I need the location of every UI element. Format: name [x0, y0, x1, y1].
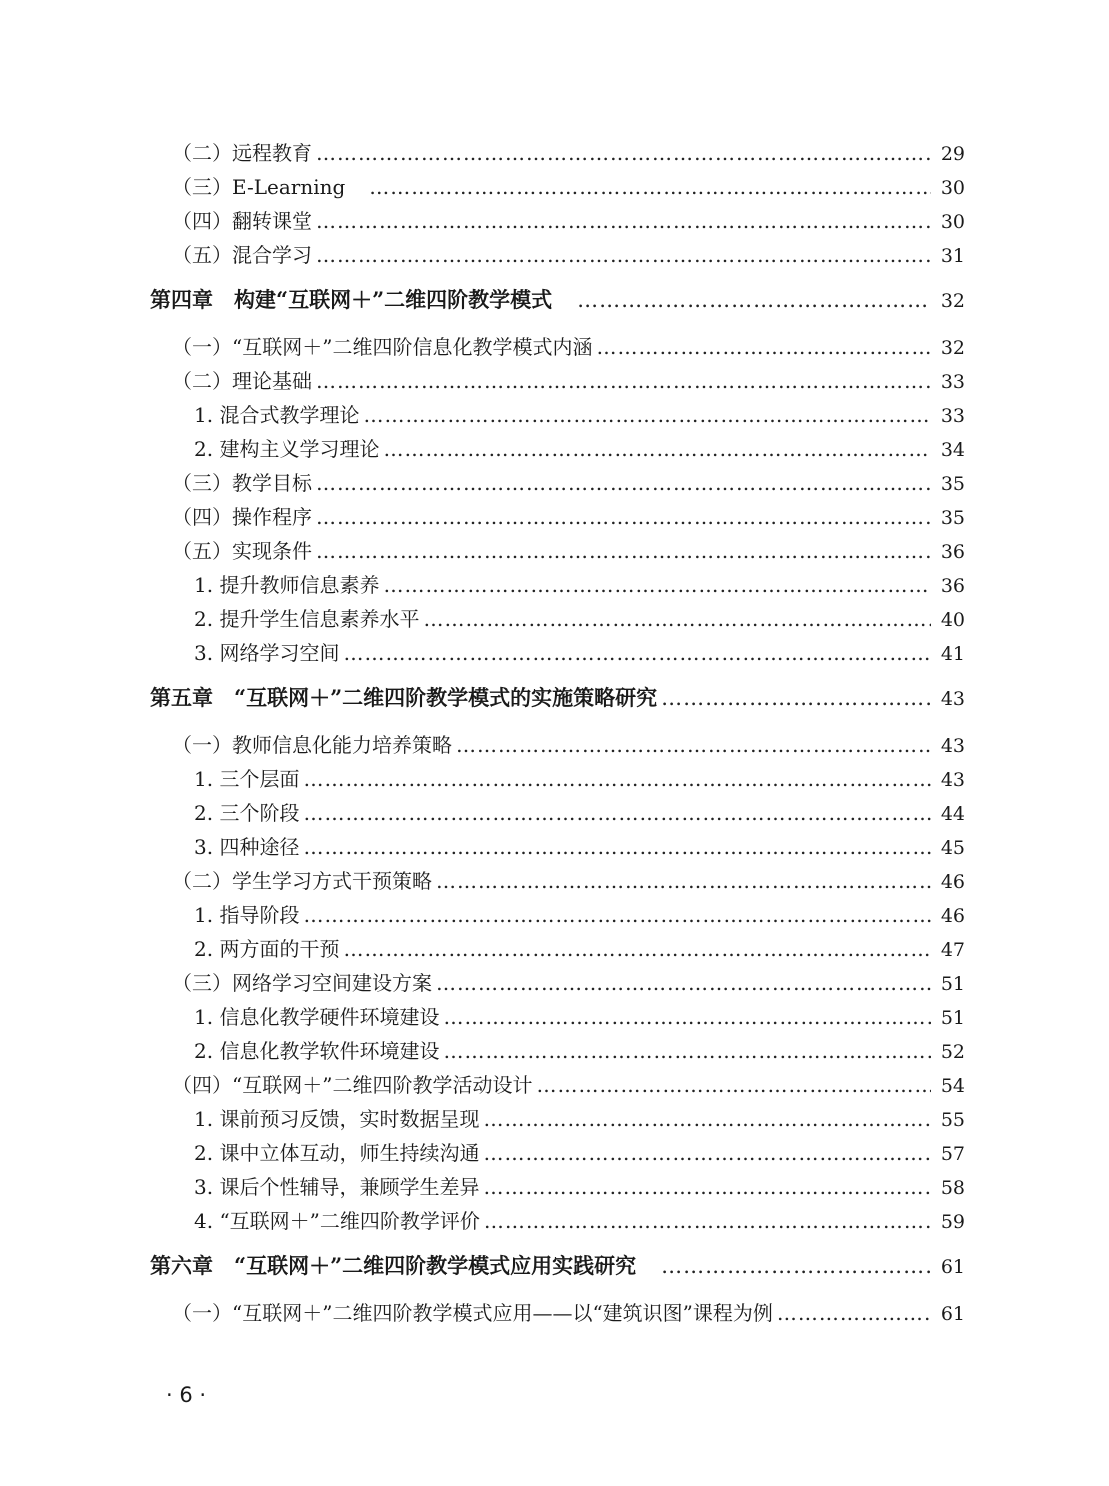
dot-leader — [369, 170, 931, 204]
toc-entry-page: 46 — [940, 905, 965, 927]
toc-entry-title: （四）翻转课堂 — [172, 209, 312, 233]
dot-leader — [483, 1102, 931, 1136]
toc-entry-page: 46 — [940, 871, 965, 893]
page-number: · 6 · — [166, 1383, 207, 1407]
toc-entry-page: 31 — [940, 245, 965, 267]
dot-leader — [363, 398, 931, 432]
toc-chapter-entry — [150, 678, 965, 718]
toc-entry-title: （二）学生学习方式干预策略 — [172, 869, 432, 893]
dot-leader — [443, 1034, 931, 1068]
toc-entry-title: （一）“互联网＋”二维四阶教学模式应用——以“建筑识图”课程为例 — [172, 1301, 773, 1325]
toc-entry-title: 1. 三个层面 — [194, 767, 300, 791]
dot-leader — [343, 932, 931, 966]
toc-entry-page: 47 — [940, 939, 965, 961]
dot-leader — [316, 364, 931, 398]
toc-subentry — [150, 762, 965, 796]
toc-entry-title: 1. 提升教师信息素养 — [194, 573, 380, 597]
toc-entry-page: 51 — [940, 973, 965, 995]
toc-entry — [150, 864, 965, 898]
dot-leader — [577, 280, 931, 320]
toc-subentry — [150, 432, 965, 466]
dot-leader — [661, 1246, 931, 1286]
toc-entry — [150, 238, 965, 272]
toc-chapter-title: 第五章 “互联网＋”二维四阶教学模式的实施策略研究 — [150, 685, 658, 710]
toc-entry-page: 43 — [940, 688, 965, 710]
dot-leader — [303, 796, 931, 830]
toc-entry-page: 44 — [940, 803, 965, 825]
toc-subentry — [150, 398, 965, 432]
toc-entry — [150, 170, 965, 204]
toc-entry-page: 51 — [940, 1007, 965, 1029]
toc-subentry — [150, 932, 965, 966]
toc-subentry — [150, 1000, 965, 1034]
toc-subentry — [150, 1170, 965, 1204]
toc-entry — [150, 1296, 965, 1330]
toc-entry-title: （五）实现条件 — [172, 539, 312, 563]
dot-leader — [303, 898, 931, 932]
toc-subentry — [150, 898, 965, 932]
toc-entry-title: 2. 信息化教学软件环境建设 — [194, 1039, 440, 1063]
toc-entry-title: （四）“互联网＋”二维四阶教学活动设计 — [172, 1073, 533, 1097]
toc-entry-page: 33 — [940, 371, 965, 393]
dot-leader — [316, 466, 931, 500]
toc-entry-page: 41 — [940, 643, 965, 665]
toc-entry-title: （三）E-Learning — [172, 175, 366, 199]
dot-leader — [316, 136, 931, 170]
toc-entry-page: 61 — [940, 1303, 965, 1325]
dot-leader — [383, 568, 931, 602]
toc-entry-page: 55 — [940, 1109, 965, 1131]
toc-subentry — [150, 830, 965, 864]
dot-leader — [303, 762, 931, 796]
dot-leader — [483, 1170, 931, 1204]
toc-entry-page: 58 — [940, 1177, 965, 1199]
toc-entry-title: 2. 提升学生信息素养水平 — [194, 607, 420, 631]
dot-leader — [536, 1068, 931, 1102]
toc-entry-page: 45 — [940, 837, 965, 859]
toc-entry — [150, 136, 965, 170]
dot-leader — [316, 534, 931, 568]
toc-entry-page: 52 — [940, 1041, 965, 1063]
toc-entry-title: 1. 课前预习反馈，实时数据呈现 — [194, 1107, 480, 1131]
toc-entry — [150, 1068, 965, 1102]
toc-entry-title: （二）理论基础 — [172, 369, 312, 393]
toc-entry-title: （二）远程教育 — [172, 141, 312, 165]
toc-chapter-entry — [150, 280, 965, 320]
toc-entry — [150, 500, 965, 534]
toc-entry-title: 3. 课后个性辅导，兼顾学生差异 — [194, 1175, 480, 1199]
toc-entry-title: 2. 建构主义学习理论 — [194, 437, 380, 461]
dot-leader — [316, 500, 931, 534]
dot-leader — [383, 432, 931, 466]
toc-entry-title: 1. 指导阶段 — [194, 903, 300, 927]
toc-entry — [150, 466, 965, 500]
toc-entry-page: 59 — [940, 1211, 965, 1233]
toc-entry-page: 30 — [940, 211, 965, 233]
dot-leader — [777, 1296, 931, 1330]
dot-leader — [661, 678, 931, 718]
toc-entry-page: 35 — [940, 473, 965, 495]
dot-leader — [443, 1000, 931, 1034]
toc-entry — [150, 966, 965, 1000]
toc-entry-title: （三）网络学习空间建设方案 — [172, 971, 432, 995]
toc-entry-title: （五）混合学习 — [172, 243, 312, 267]
toc-entry-title: 2. 课中立体互动，师生持续沟通 — [194, 1141, 480, 1165]
dot-leader — [484, 1204, 931, 1238]
dot-leader — [303, 830, 931, 864]
toc-entry-page: 61 — [940, 1256, 965, 1278]
toc-entry-title: （一）教师信息化能力培养策略 — [172, 733, 452, 757]
toc-subentry — [150, 636, 965, 670]
toc-chapter-title: 第四章 构建“互联网＋”二维四阶教学模式 — [150, 287, 574, 312]
toc-entry — [150, 364, 965, 398]
toc-entry-page: 57 — [940, 1143, 965, 1165]
toc-subentry — [150, 1034, 965, 1068]
toc-entry-page: 35 — [940, 507, 965, 529]
toc-entry-page: 32 — [940, 337, 965, 359]
toc-entry-title: 1. 信息化教学硬件环境建设 — [194, 1005, 440, 1029]
toc-chapter-title: 第六章 “互联网＋”二维四阶教学模式应用实践研究 — [150, 1253, 658, 1278]
toc-subentry — [150, 602, 965, 636]
toc-entry-page: 33 — [940, 405, 965, 427]
toc-chapter-entry — [150, 1246, 965, 1286]
toc-subentry — [150, 568, 965, 602]
toc-entry-title: 3. 网络学习空间 — [194, 641, 340, 665]
toc-entry-page: 34 — [940, 439, 965, 461]
toc-entry-title: （三）教学目标 — [172, 471, 312, 495]
toc-entry-page: 40 — [940, 609, 965, 631]
toc-entry — [150, 330, 965, 364]
toc-entry-page: 54 — [940, 1075, 965, 1097]
toc-entry — [150, 728, 965, 762]
toc-entry-title: 4. “互联网＋”二维四阶教学评价 — [194, 1209, 480, 1233]
toc-entry-title: （一）“互联网＋”二维四阶信息化教学模式内涵 — [172, 335, 593, 359]
toc-entry — [150, 204, 965, 238]
dot-leader — [316, 238, 931, 272]
toc-entry-page: 29 — [940, 143, 965, 165]
toc-entry-title: 2. 三个阶段 — [194, 801, 300, 825]
toc-entry-page: 32 — [940, 290, 965, 312]
toc-subentry — [150, 1136, 965, 1170]
toc-entry-page: 30 — [940, 177, 965, 199]
dot-leader — [343, 636, 931, 670]
toc-entry-page: 43 — [940, 769, 965, 791]
dot-leader — [596, 330, 931, 364]
dot-leader — [483, 1136, 931, 1170]
toc-entry-title: （四）操作程序 — [172, 505, 312, 529]
toc-subentry — [150, 1204, 965, 1238]
dot-leader — [423, 602, 931, 636]
dot-leader — [436, 864, 931, 898]
toc-entry — [150, 534, 965, 568]
toc-subentry — [150, 796, 965, 830]
dot-leader — [456, 728, 931, 762]
toc-entry-page: 36 — [940, 541, 965, 563]
dot-leader — [436, 966, 931, 1000]
toc-entry-page: 43 — [940, 735, 965, 757]
toc-entry-title: 1. 混合式教学理论 — [194, 403, 360, 427]
toc-entry-page: 36 — [940, 575, 965, 597]
toc-entry-title: 2. 两方面的干预 — [194, 937, 340, 961]
dot-leader — [316, 204, 931, 238]
toc-subentry — [150, 1102, 965, 1136]
toc-entry-title: 3. 四种途径 — [194, 835, 300, 859]
table-of-contents — [150, 136, 965, 1330]
